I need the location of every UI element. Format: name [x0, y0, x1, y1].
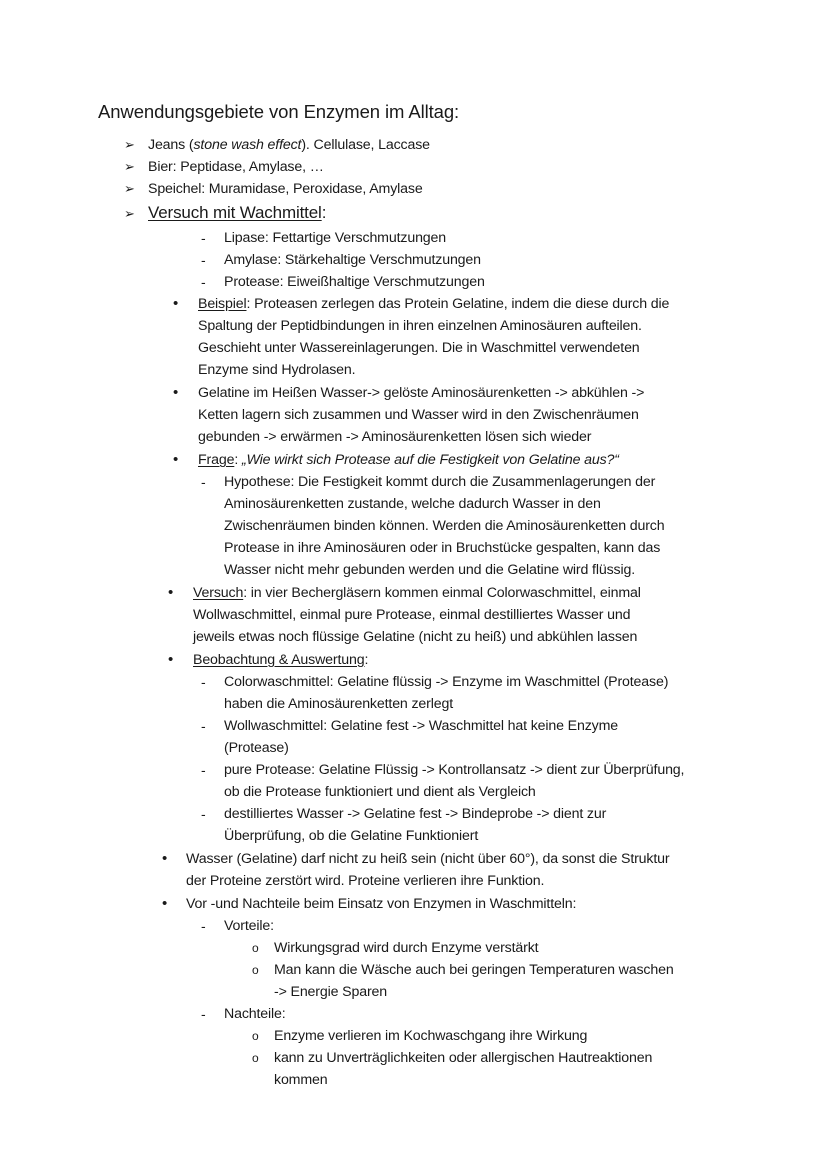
gelatine-line: gebunden -> erwärmen -> Aminosäurenketten lösen sich wieder: [198, 429, 592, 445]
round-bullet-icon: •: [162, 850, 168, 867]
hypothese-line: Hypothese: Die Festigkeit kommt durch die Zusammenlagerungen der: [224, 474, 656, 490]
dash-bullet-icon: -: [201, 918, 206, 934]
beobachtung-line: pure Protease: Gelatine Flüssig -> Kontrollansatz -> dient zur Überprüfung,: [224, 762, 685, 778]
gelatine-line: Gelatine im Heißen Wasser-> gelöste Aminosäurenketten -> abkühlen ->: [198, 385, 645, 401]
vorteile-label: Vorteile:: [224, 918, 274, 934]
vorteil-item: -> Energie Sparen: [274, 984, 387, 1000]
circle-bullet-icon: o: [252, 963, 259, 977]
list-item-bier: Bier: Peptidase, Amylase, …: [148, 159, 324, 175]
nachteile-label: Nachteile:: [224, 1006, 286, 1022]
dash-bullet-icon: -: [201, 252, 206, 268]
vorteil-item: Wirkungsgrad wird durch Enzyme verstärkt: [274, 940, 539, 956]
round-bullet-icon: •: [173, 295, 179, 312]
wasser-line: der Proteine zerstört wird. Proteine verlieren ihre Funktion.: [186, 873, 545, 889]
dash-bullet-icon: -: [201, 274, 206, 290]
hypothese-line: Aminosäurenketten zustande, welche dadurch Wasser in den: [224, 496, 601, 512]
hypothese-line: Wasser nicht mehr gebunden werden und die Gelatine wird flüssig.: [224, 562, 635, 578]
hypothese-line: Zwischenräumen binden können. Werden die Aminosäurenketten durch: [224, 518, 665, 534]
beobachtung-line: Wollwaschmittel: Gelatine fest -> Waschmittel hat keine Enzyme: [224, 718, 619, 734]
beispiel-line: Spaltung der Peptidbindungen in ihren einzelnen Aminosäuren aufteilen.: [198, 318, 642, 334]
versuch-line: Wollwaschmittel, einmal pure Protease, einmal destilliertes Wasser und: [193, 607, 631, 623]
dash-bullet-icon: -: [201, 674, 206, 690]
beobachtung-line: Überprüfung, ob die Gelatine Funktioniert: [224, 828, 479, 844]
beobachtung-line: haben die Aminosäurenketten zerlegt: [224, 696, 454, 712]
dash-bullet-icon: -: [201, 718, 206, 734]
enzyme-item: Lipase: Fettartige Verschmutzungen: [224, 230, 447, 246]
round-bullet-icon: •: [168, 651, 174, 668]
circle-bullet-icon: o: [252, 941, 259, 955]
arrow-bullet-icon: ➢: [124, 137, 135, 152]
nachteil-item: kann zu Unverträglichkeiten oder allergischen Hautreaktionen: [274, 1050, 653, 1066]
round-bullet-icon: •: [173, 451, 179, 468]
gelatine-line: Ketten lagern sich zusammen und Wasser wird in den Zwischenräumen: [198, 407, 639, 423]
dash-bullet-icon: -: [201, 474, 206, 490]
beispiel-line: Enzyme sind Hydrolasen.: [198, 362, 356, 378]
arrow-bullet-icon: ➢: [124, 206, 135, 221]
vorteil-item: Man kann die Wäsche auch bei geringen Temperaturen waschen: [274, 962, 674, 978]
beobachtung-heading: Beobachtung & Auswertung:: [193, 652, 369, 668]
round-bullet-icon: •: [162, 895, 168, 912]
dash-bullet-icon: -: [201, 762, 206, 778]
beobachtung-line: ob die Protease funktioniert und dient als Vergleich: [224, 784, 536, 800]
beispiel-line: Geschieht unter Wassereinlagerungen. Die in Waschmittel verwendeten: [198, 340, 640, 356]
round-bullet-icon: •: [168, 584, 174, 601]
circle-bullet-icon: o: [252, 1029, 259, 1043]
round-bullet-icon: •: [173, 384, 179, 401]
hypothese-line: Protease in ihre Aminosäuren oder in Bruchstücke gespalten, kann das: [224, 540, 661, 556]
arrow-bullet-icon: ➢: [124, 159, 135, 174]
enzyme-item: Amylase: Stärkehaltige Verschmutzungen: [224, 252, 481, 268]
vor-nachteile-heading: Vor -und Nachteile beim Einsatz von Enzymen in Waschmitteln:: [186, 896, 577, 912]
circle-bullet-icon: o: [252, 1051, 259, 1065]
wasser-line: Wasser (Gelatine) darf nicht zu heiß sein (nicht über 60°), da sonst die Struktur: [186, 851, 670, 867]
beobachtung-line: (Protease): [224, 740, 289, 756]
page-title: Anwendungsgebiete von Enzymen im Alltag:: [98, 101, 460, 122]
enzyme-item: Protease: Eiweißhaltige Verschmutzungen: [224, 274, 485, 290]
beobachtung-line: destilliertes Wasser -> Gelatine fest -> Bindeprobe -> dient zur: [224, 806, 607, 822]
beobachtung-line: Colorwaschmittel: Gelatine flüssig -> Enzyme im Waschmittel (Protease): [224, 674, 669, 690]
list-item-jeans: Jeans (stone wash effect). Cellulase, Laccase: [148, 137, 430, 153]
dash-bullet-icon: -: [201, 1006, 206, 1022]
frage-line: Frage: „Wie wirkt sich Protease auf die Festigkeit von Gelatine aus?“: [198, 452, 619, 468]
list-item-speichel: Speichel: Muramidase, Peroxidase, Amylase: [148, 181, 423, 197]
arrow-bullet-icon: ➢: [124, 181, 135, 196]
dash-bullet-icon: -: [201, 806, 206, 822]
nachteil-item: Enzyme verlieren im Kochwaschgang ihre Wirkung: [274, 1028, 588, 1044]
nachteil-item: kommen: [274, 1072, 328, 1088]
versuch-line: jeweils etwas noch flüssige Gelatine (nicht zu heiß) und abkühlen lassen: [193, 629, 638, 645]
beispiel-line: Beispiel: Proteasen zerlegen das Protein Gelatine, indem die diese durch die: [198, 296, 670, 312]
versuch-line: Versuch: in vier Bechergläsern kommen einmal Colorwaschmittel, einmal: [193, 585, 641, 601]
section-heading-versuch: Versuch mit Wachmittel:: [148, 203, 327, 222]
dash-bullet-icon: -: [201, 230, 206, 246]
